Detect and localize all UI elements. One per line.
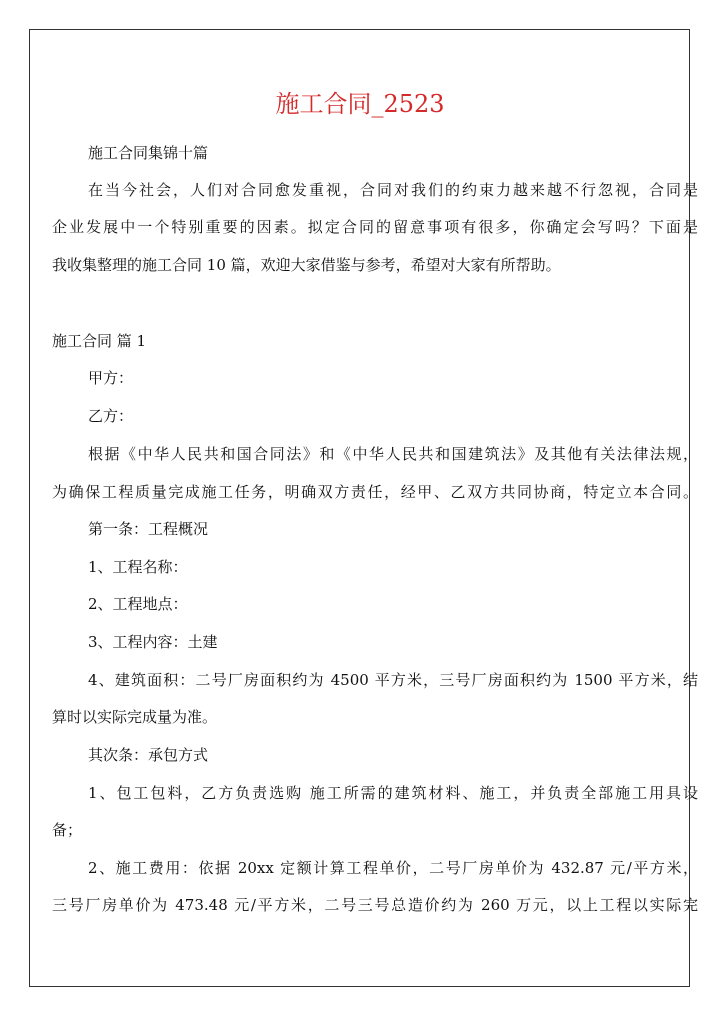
intro-line-3: 我收集整理的施工合同 10 篇，欢迎大家借鉴与参考，希望对大家有所帮助。 [52, 256, 561, 274]
intro-line-1: 在当今社会，人们对合同愈发重视，合同对我们的约束力越来越不行忽视，合同是 [88, 181, 698, 199]
subtitle: 施工合同集锦十篇 [88, 144, 209, 162]
article-1-item-4-line-1: 4、建筑面积：二号厂房面积约为 4500 平方米，三号厂房面积约为 1500 平方米，结 [88, 671, 698, 689]
article-2-item-1-line-1: 1、包工包料，乙方负责选购 施工所需的建筑材料、施工，并负责全部施工用具设 [88, 784, 698, 802]
article-1-item-4-line-2: 算时以实际完成量为准。 [52, 708, 218, 726]
section-heading: 施工合同 篇 1 [52, 332, 147, 350]
article-1-item-2: 2、工程地点： [88, 595, 188, 613]
page-border [29, 29, 690, 987]
article-2-title: 其次条：承包方式 [88, 746, 209, 764]
article-1-item-3: 3、工程内容：土建 [88, 633, 218, 651]
article-1-title: 第一条：工程概况 [88, 520, 209, 538]
basis-line-1: 根据《中华人民共和国合同法》和《中华人民共和国建筑法》及其他有关法律法规， [88, 445, 698, 463]
basis-line-2: 为确保工程质量完成施工任务，明确双方责任，经甲、乙双方共同协商，特定立本合同。 [52, 483, 698, 501]
article-2-item-2-line-1: 2、施工费用：依据 20xx 定额计算工程单价，二号厂房单价为 432.87 元/平方米， [88, 859, 698, 877]
party-a-label: 甲方： [88, 369, 134, 387]
article-1-item-1: 1、工程名称： [88, 558, 188, 576]
party-b-label: 乙方： [88, 407, 134, 425]
article-2-item-1-line-2: 备； [52, 821, 83, 839]
article-2-item-2-line-2: 三号厂房单价为 473.48 元/平方米，二号三号总造价约为 260 万元，以上工程以实际完 [52, 896, 698, 914]
intro-line-2: 企业发展中一个特别重要的因素。拟定合同的留意事项有很多，你确定会写吗？下面是 [52, 218, 698, 236]
document-title: 施工合同_2523 [275, 90, 445, 118]
